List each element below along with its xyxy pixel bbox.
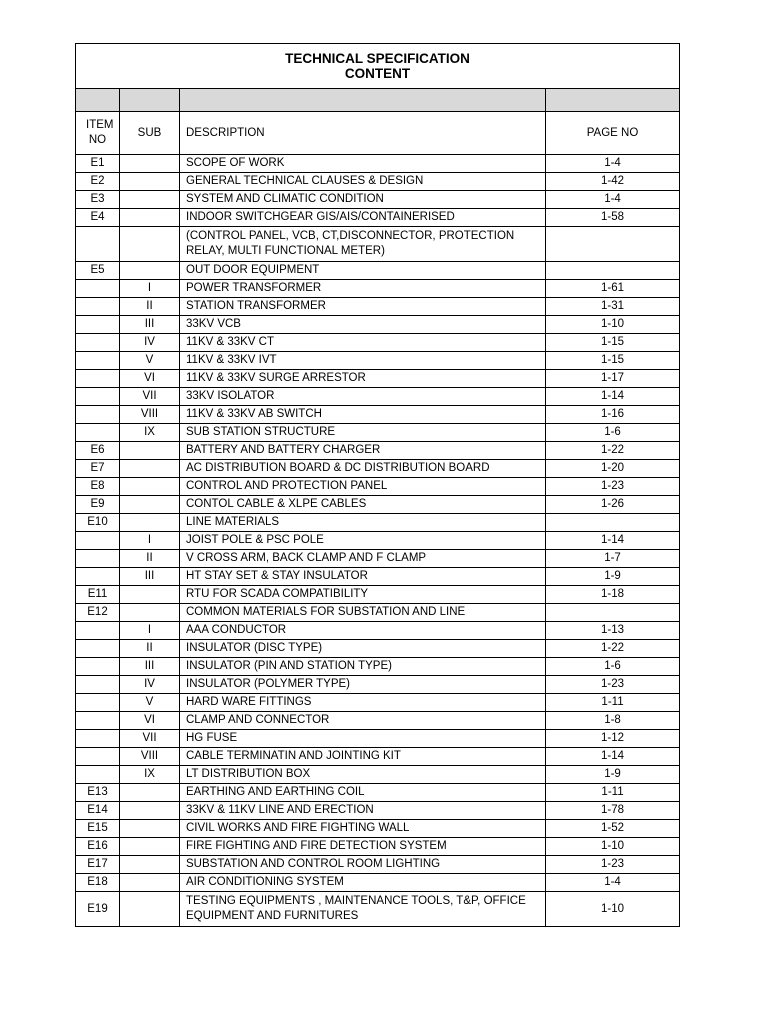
table-row <box>76 622 680 640</box>
table-row <box>76 838 680 856</box>
description-cell: 11KV & 33KV SURGE ARRESTOR <box>180 370 546 388</box>
table-row <box>76 334 680 352</box>
page-no-cell: 1-23 <box>546 676 680 694</box>
sub-cell: II <box>120 640 180 658</box>
sub-cell <box>120 478 180 496</box>
sub-cell: V <box>120 694 180 712</box>
item-no-cell <box>76 532 120 550</box>
table-row <box>76 191 680 209</box>
description-cell: JOIST POLE & PSC POLE <box>180 532 546 550</box>
description-cell: COMMON MATERIALS FOR SUBSTATION AND LINE <box>180 604 546 622</box>
sub-cell <box>120 586 180 604</box>
description-cell: AAA CONDUCTOR <box>180 622 546 640</box>
header-row <box>76 112 680 155</box>
sub-cell: III <box>120 568 180 586</box>
item-no-cell: E8 <box>76 478 120 496</box>
sub-cell <box>120 604 180 622</box>
item-no-cell <box>76 298 120 316</box>
sub-cell: IV <box>120 676 180 694</box>
description-cell: HG FUSE <box>180 730 546 748</box>
item-no-cell <box>76 550 120 568</box>
page-no-cell: 1-23 <box>546 856 680 874</box>
table-row <box>76 227 680 262</box>
sub-cell <box>120 820 180 838</box>
table-row <box>76 748 680 766</box>
description-cell: CIVIL WORKS AND FIRE FIGHTING WALL <box>180 820 546 838</box>
sub-cell: IV <box>120 334 180 352</box>
item-no-cell <box>76 424 120 442</box>
description-cell: AC DISTRIBUTION BOARD & DC DISTRIBUTION BOARD <box>180 460 546 478</box>
page-no-cell: 1-78 <box>546 802 680 820</box>
description-cell: POWER TRANSFORMER <box>180 280 546 298</box>
description-cell: CONTROL AND PROTECTION PANEL <box>180 478 546 496</box>
sub-cell: II <box>120 550 180 568</box>
page-no-cell: 1-4 <box>546 874 680 892</box>
item-no-cell: E7 <box>76 460 120 478</box>
page-no-cell: 1-61 <box>546 280 680 298</box>
item-no-cell <box>76 658 120 676</box>
page-no-cell: 1-6 <box>546 424 680 442</box>
item-no-cell <box>76 748 120 766</box>
description-cell: TESTING EQUIPMENTS , MAINTENANCE TOOLS, T&P, OFFICE EQUIPMENT AND FURNITURES <box>180 892 546 927</box>
table-row <box>76 784 680 802</box>
shaded-cell <box>546 89 680 112</box>
sub-cell <box>120 802 180 820</box>
table-row <box>76 694 680 712</box>
sub-cell: VIII <box>120 406 180 424</box>
description-cell: STATION TRANSFORMER <box>180 298 546 316</box>
description-cell: INSULATOR (POLYMER TYPE) <box>180 676 546 694</box>
item-no-cell: E1 <box>76 155 120 173</box>
sub-cell: I <box>120 532 180 550</box>
table-row <box>76 442 680 460</box>
page-no-cell: 1-4 <box>546 155 680 173</box>
page-no-cell <box>546 262 680 280</box>
item-no-cell: E12 <box>76 604 120 622</box>
item-no-cell: E17 <box>76 856 120 874</box>
description-cell: LT DISTRIBUTION BOX <box>180 766 546 784</box>
sub-cell <box>120 856 180 874</box>
page-no-cell: 1-10 <box>546 316 680 334</box>
table-row <box>76 298 680 316</box>
item-no-cell <box>76 730 120 748</box>
sub-cell: VII <box>120 730 180 748</box>
table-title <box>76 44 680 89</box>
description-cell: V CROSS ARM, BACK CLAMP AND F CLAMP <box>180 550 546 568</box>
sub-cell <box>120 209 180 227</box>
description-cell: EARTHING AND EARTHING COIL <box>180 784 546 802</box>
sub-cell <box>120 442 180 460</box>
description-cell: OUT DOOR EQUIPMENT <box>180 262 546 280</box>
table-row <box>76 262 680 280</box>
item-no-cell: E5 <box>76 262 120 280</box>
description-cell: BATTERY AND BATTERY CHARGER <box>180 442 546 460</box>
header-description: DESCRIPTION <box>180 112 546 155</box>
title-line-2: CONTENT <box>344 66 411 81</box>
page-no-cell: 1-14 <box>546 748 680 766</box>
table-row <box>76 460 680 478</box>
item-no-cell: E19 <box>76 892 120 927</box>
description-cell: INSULATOR (DISC TYPE) <box>180 640 546 658</box>
description-cell: LINE MATERIALS <box>180 514 546 532</box>
title-row <box>76 44 680 89</box>
table-row <box>76 370 680 388</box>
header-sub: SUB <box>120 112 180 155</box>
table-row <box>76 155 680 173</box>
item-no-cell <box>76 316 120 334</box>
sub-cell: VI <box>120 712 180 730</box>
header-page-no: PAGE NO <box>546 112 680 155</box>
table-row <box>76 406 680 424</box>
sub-cell <box>120 155 180 173</box>
page-no-cell: 1-14 <box>546 388 680 406</box>
item-no-cell <box>76 694 120 712</box>
description-cell: 33KV VCB <box>180 316 546 334</box>
sub-cell: III <box>120 316 180 334</box>
item-no-cell <box>76 640 120 658</box>
page-no-cell: 1-26 <box>546 496 680 514</box>
page-no-cell: 1-14 <box>546 532 680 550</box>
description-cell: INSULATOR (PIN AND STATION TYPE) <box>180 658 546 676</box>
sub-cell <box>120 784 180 802</box>
description-cell: CONTOL CABLE & XLPE CABLES <box>180 496 546 514</box>
item-no-cell <box>76 227 120 262</box>
item-no-cell <box>76 766 120 784</box>
page-no-cell: 1-13 <box>546 622 680 640</box>
page-no-cell: 1-4 <box>546 191 680 209</box>
page-no-cell: 1-58 <box>546 209 680 227</box>
page-no-cell: 1-23 <box>546 478 680 496</box>
table-row <box>76 802 680 820</box>
sub-cell <box>120 173 180 191</box>
sub-cell: I <box>120 280 180 298</box>
table-row <box>76 676 680 694</box>
description-cell: SCOPE OF WORK <box>180 155 546 173</box>
page-no-cell: 1-8 <box>546 712 680 730</box>
item-no-cell <box>76 712 120 730</box>
sub-cell: II <box>120 298 180 316</box>
header-item-no: ITEM NO <box>76 112 120 155</box>
item-no-cell <box>76 676 120 694</box>
table-row <box>76 730 680 748</box>
page-no-cell: 1-31 <box>546 298 680 316</box>
table-row <box>76 496 680 514</box>
page-no-cell: 1-9 <box>546 766 680 784</box>
sub-cell <box>120 892 180 927</box>
page-no-cell: 1-22 <box>546 442 680 460</box>
table-row <box>76 892 680 927</box>
item-no-cell <box>76 388 120 406</box>
table-row <box>76 874 680 892</box>
item-no-cell <box>76 352 120 370</box>
item-no-cell: E9 <box>76 496 120 514</box>
table-row <box>76 568 680 586</box>
item-no-cell: E2 <box>76 173 120 191</box>
page-no-cell: 1-42 <box>546 173 680 191</box>
item-no-cell: E14 <box>76 802 120 820</box>
item-no-cell: E18 <box>76 874 120 892</box>
page-no-cell: 1-22 <box>546 640 680 658</box>
sub-cell <box>120 460 180 478</box>
table-row <box>76 856 680 874</box>
table-row <box>76 658 680 676</box>
sub-cell: IX <box>120 766 180 784</box>
table-row <box>76 209 680 227</box>
description-cell: 11KV & 33KV AB SWITCH <box>180 406 546 424</box>
table-row <box>76 586 680 604</box>
page-no-cell <box>546 227 680 262</box>
page-no-cell: 1-52 <box>546 820 680 838</box>
description-cell: AIR CONDITIONING SYSTEM <box>180 874 546 892</box>
sub-cell: IX <box>120 424 180 442</box>
item-no-cell: E3 <box>76 191 120 209</box>
table-row <box>76 532 680 550</box>
description-cell: 11KV & 33KV IVT <box>180 352 546 370</box>
description-cell: HARD WARE FITTINGS <box>180 694 546 712</box>
item-no-cell <box>76 568 120 586</box>
sub-cell <box>120 227 180 262</box>
contents-table <box>75 43 680 927</box>
item-no-cell <box>76 406 120 424</box>
table-row <box>76 388 680 406</box>
item-no-cell: E4 <box>76 209 120 227</box>
sub-cell <box>120 838 180 856</box>
page-no-cell: 1-10 <box>546 838 680 856</box>
page-no-cell: 1-11 <box>546 694 680 712</box>
sub-cell: VI <box>120 370 180 388</box>
page-no-cell: 1-15 <box>546 334 680 352</box>
description-cell: SYSTEM AND CLIMATIC CONDITION <box>180 191 546 209</box>
table-row <box>76 424 680 442</box>
description-cell: CLAMP AND CONNECTOR <box>180 712 546 730</box>
description-cell: (CONTROL PANEL, VCB, CT,DISCONNECTOR, PROTECTION RELAY, MULTI FUNCTIONAL METER) <box>180 227 546 262</box>
item-no-cell <box>76 370 120 388</box>
sub-cell: VIII <box>120 748 180 766</box>
sub-cell: III <box>120 658 180 676</box>
table-row <box>76 173 680 191</box>
item-no-cell: E13 <box>76 784 120 802</box>
table-row <box>76 766 680 784</box>
description-cell: 33KV ISOLATOR <box>180 388 546 406</box>
description-cell: SUBSTATION AND CONTROL ROOM LIGHTING <box>180 856 546 874</box>
table-row <box>76 478 680 496</box>
table-row <box>76 712 680 730</box>
page-no-cell <box>546 514 680 532</box>
page-no-cell <box>546 604 680 622</box>
page-no-cell: 1-20 <box>546 460 680 478</box>
table-row <box>76 640 680 658</box>
sub-cell: VII <box>120 388 180 406</box>
sub-cell <box>120 514 180 532</box>
description-cell: SUB STATION STRUCTURE <box>180 424 546 442</box>
sub-cell: I <box>120 622 180 640</box>
item-no-cell <box>76 622 120 640</box>
table-row <box>76 820 680 838</box>
page-no-cell: 1-12 <box>546 730 680 748</box>
item-no-cell: E11 <box>76 586 120 604</box>
item-no-cell: E6 <box>76 442 120 460</box>
shaded-cell <box>76 89 120 112</box>
description-cell: INDOOR SWITCHGEAR GIS/AIS/CONTAINERISED <box>180 209 546 227</box>
description-cell: HT STAY SET & STAY INSULATOR <box>180 568 546 586</box>
table-row <box>76 316 680 334</box>
sub-cell <box>120 874 180 892</box>
page-no-cell: 1-18 <box>546 586 680 604</box>
page-no-cell: 1-17 <box>546 370 680 388</box>
sub-cell <box>120 496 180 514</box>
page-no-cell: 1-16 <box>546 406 680 424</box>
table-row <box>76 280 680 298</box>
page-no-cell: 1-10 <box>546 892 680 927</box>
item-no-cell <box>76 334 120 352</box>
title-line-1: TECHNICAL SPECIFICATION <box>285 51 470 66</box>
page-no-cell: 1-11 <box>546 784 680 802</box>
item-no-cell: E15 <box>76 820 120 838</box>
sub-cell <box>120 191 180 209</box>
shaded-spacer-row <box>76 89 680 112</box>
table-row <box>76 604 680 622</box>
description-cell: RTU FOR SCADA COMPATIBILITY <box>180 586 546 604</box>
description-cell: 33KV & 11KV LINE AND ERECTION <box>180 802 546 820</box>
table-row <box>76 550 680 568</box>
page-no-cell: 1-15 <box>546 352 680 370</box>
table-row <box>76 352 680 370</box>
description-cell: GENERAL TECHNICAL CLAUSES & DESIGN <box>180 173 546 191</box>
item-no-cell: E16 <box>76 838 120 856</box>
page-no-cell: 1-7 <box>546 550 680 568</box>
page-no-cell: 1-6 <box>546 658 680 676</box>
description-cell: FIRE FIGHTING AND FIRE DETECTION SYSTEM <box>180 838 546 856</box>
description-cell: CABLE TERMINATIN AND JOINTING KIT <box>180 748 546 766</box>
page-no-cell: 1-9 <box>546 568 680 586</box>
sub-cell: V <box>120 352 180 370</box>
item-no-cell <box>76 280 120 298</box>
description-cell: 11KV & 33KV CT <box>180 334 546 352</box>
shaded-cell <box>180 89 546 112</box>
item-no-cell: E10 <box>76 514 120 532</box>
table-row <box>76 514 680 532</box>
shaded-cell <box>120 89 180 112</box>
sub-cell <box>120 262 180 280</box>
